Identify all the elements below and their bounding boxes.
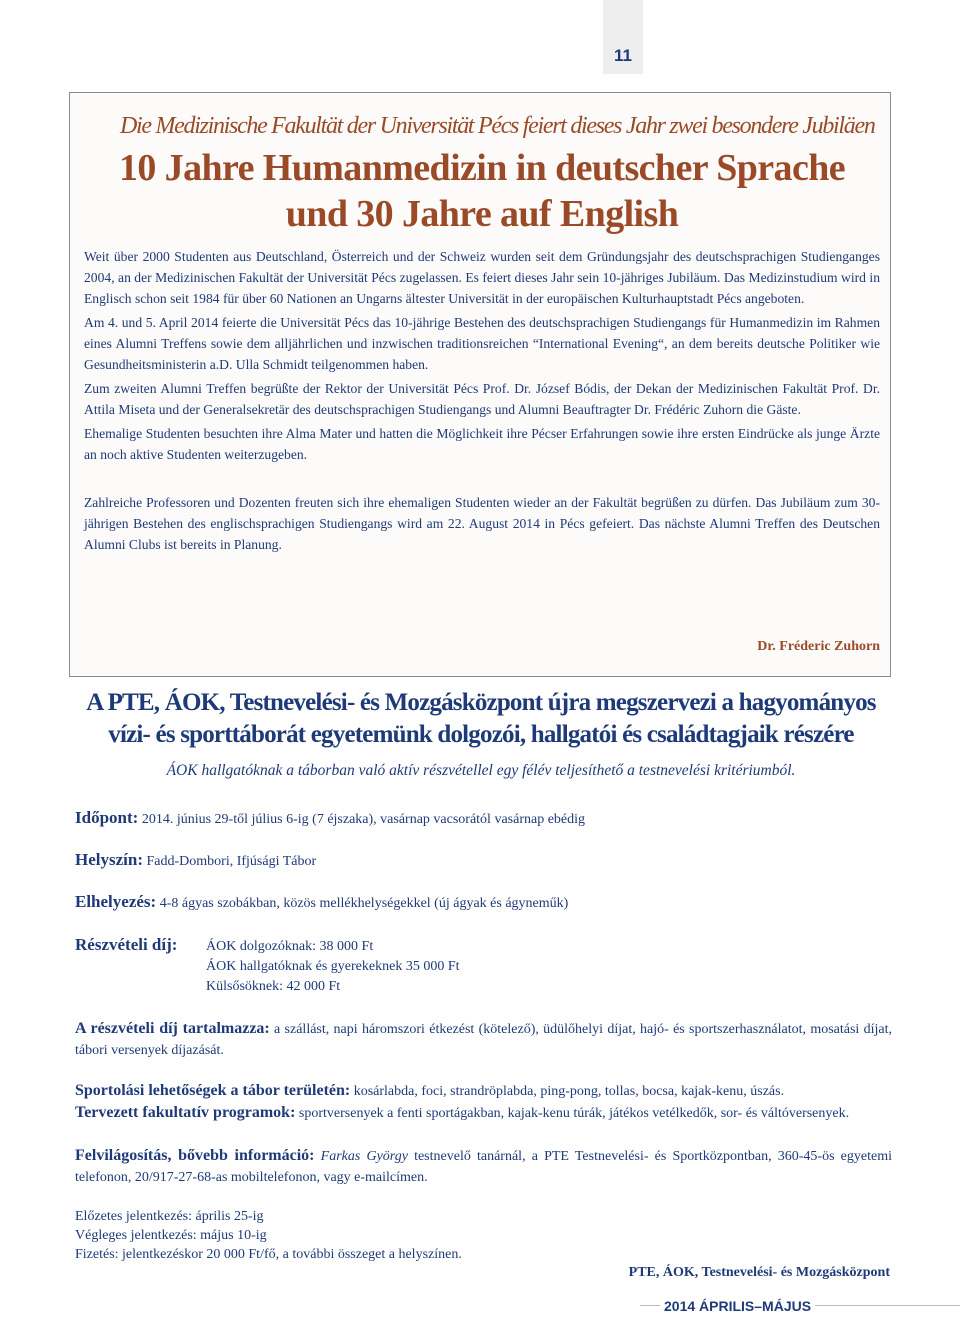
article-paragraph-2: Am 4. und 5. April 2014 feierte die Universität Pécs das 10-jährige Bestehen des deutschsprachigen Studiengangs für Humanmedizin im Rahmen eines Alumni Treffens sowie dem alljährlichen und inzwischen traditionsreichen “International Evening“, an dem bereits deutsche Politiker wie Gesundheitsministerin a.D. Ulla Schmidt teilgenommen haben. [84, 315, 880, 372]
page-number: 11 [603, 0, 643, 74]
helyszin-value: Fadd-Dombori, Ifjúsági Tábor [143, 854, 317, 869]
footer-issue: 2014 ÁPRILIS–MÁJUS [660, 1298, 815, 1314]
article-box [69, 92, 891, 677]
sport-value: kosárlabda, foci, strandröplabda, ping-pong, tollas, bocsa, kajak-kenu, úszás. [350, 1084, 785, 1099]
programs-label: Tervezett fakultatív programok: [75, 1104, 296, 1121]
fee-item: Külsősöknek: 42 000 Ft [206, 979, 341, 994]
idopont-value: 2014. június 29-től július 6-ig (7 éjszaka), vasárnap vacsorától vasárnap ebédig [138, 812, 586, 827]
camp-note: ÁOK hallgatóknak a táborban való aktív részvétellel egy félév teljesíthető a testnevelési kritériumból. [166, 762, 796, 779]
organizer-signature: PTE, ÁOK, Testnevelési- és Mozgásközpont [628, 1265, 890, 1280]
helyszin-label: Helyszín: [75, 850, 143, 869]
idopont-row [75, 808, 892, 828]
article-headline-line2: und 30 Jahre auf English [285, 193, 679, 235]
fee-item: ÁOK dolgozóknak: 38 000 Ft [206, 939, 374, 954]
includes-row [75, 1018, 892, 1061]
registration-block [75, 1207, 892, 1264]
registration-line: Előzetes jelentkezés: április 25-ig [75, 1209, 264, 1224]
info-value: testnevelő tanárnál, a PTE Testnevelési- és Sportközpontban, 360-45-ös egyetemi telefonon, 20/917-27-68-as mobiltelefonon, vagy e-mailcímen. [75, 1149, 892, 1185]
info-row [75, 1145, 892, 1188]
info-person: Farkas György [314, 1149, 408, 1164]
programs-value: sportversenyek a fenti sportágakban, kajak-kenu túrák, játékos vetélkedők, sor- és váltóversenyek. [295, 1106, 850, 1121]
fee-label: Részvételi díj: [75, 935, 178, 954]
elhelyezes-label: Elhelyezés: [75, 892, 157, 911]
camp-title-line1: A PTE, ÁOK, Testnevelési- és Mozgásközpont újra megszervezi a hagyományos [86, 689, 876, 716]
fee-row [75, 935, 892, 955]
article-subtitle: Die Medizinische Fakultät der Universität Pécs feiert dieses Jahr zwei besondere Jubiläen [120, 113, 875, 139]
registration-line: Végleges jelentkezés: május 10-ig [75, 1228, 267, 1243]
registration-line: Fizetés: jelentkezéskor 20 000 Ft/fő, a további összeget a helyszínen. [75, 1247, 462, 1262]
info-label: Felvilágosítás, bővebb információ: [75, 1147, 315, 1164]
article-signature: Dr. Fréderic Zuhorn [757, 639, 880, 654]
fee-list [206, 937, 460, 997]
helyszin-row [75, 850, 892, 870]
elhelyezes-value: 4-8 ágyas szobákban, közös mellékhelységekkel (új ágyak és ágyneműk) [156, 896, 569, 911]
includes-label: A részvételi díj tartalmazza: [75, 1020, 270, 1037]
sport-row [75, 1080, 892, 1102]
sport-label: Sportolási lehetőségek a tábor területén: [75, 1082, 351, 1099]
camp-title-line2: vízi- és sporttáborát egyetemünk dolgozói, hallgatói és családtagjaik részére [108, 721, 854, 748]
article-paragraph-5: Zahlreiche Professoren und Dozenten freuten sich ihre ehemaligen Studenten wieder an der Fakultät begrüßen zu dürfen. Das Jubiläum zum 30-jährigen Bestehen des englischsprachigen Studiengangs wird am 22. August 2014 in Pécs gefeiert. Das nächste Alumni Treffen des Deutschen Alumni Clubs ist bereits in Planung. [84, 495, 880, 552]
article-headline-line1: 10 Jahre Humanmedizin in deutscher Sprache [118, 147, 846, 189]
fee-item: ÁOK hallgatóknak és gyerekeknek 35 000 Ft [206, 959, 460, 974]
article-paragraph-1: Weit über 2000 Studenten aus Deutschland, Österreich und der Schweiz wurden seit dem Gründungsjahr des deutschsprachigen Studienganges 2004, an der Medizinischen Fakultät der Universität Pécs zugelassen. Es feiert dieses Jahr sein 10-jähriges Jubiläum. Das Medizinstudium wird in Englisch schon seit 1984 für über 60 Nationen an Ungarns ältester Universität in der europäischen Kulturhauptstadt Pécs angeboten. [84, 249, 880, 306]
article-paragraph-4: Ehemalige Studenten besuchten ihre Alma Mater und hatten die Möglichkeit ihre Pécser Erfahrungen sowie ihre ersten Eindrücke als junge Ärzte an noch aktive Studenten weiterzugeben. [84, 426, 880, 462]
includes-value: a szállást, napi háromszori étkezést (kötelező), üdülőhelyi díjat, hajó- és sportszerhasználatot, mosatási díjat, tábori versenyek díjazását. [75, 1022, 892, 1058]
programs-row [75, 1102, 892, 1124]
elhelyezes-row [75, 892, 892, 912]
idopont-label: Időpont: [75, 808, 139, 827]
article-paragraph-3: Zum zweiten Alumni Treffen begrüßte der Rektor der Universität Pécs Prof. Dr. József Bódis, der Dekan der Medizinischen Fakultät Prof. Dr. Attila Miseta und der Generalsekretär des deutschsprachigen Studiengangs und Alumni Beauftragter Dr. Frédéric Zuhorn die Gäste. [84, 381, 880, 417]
